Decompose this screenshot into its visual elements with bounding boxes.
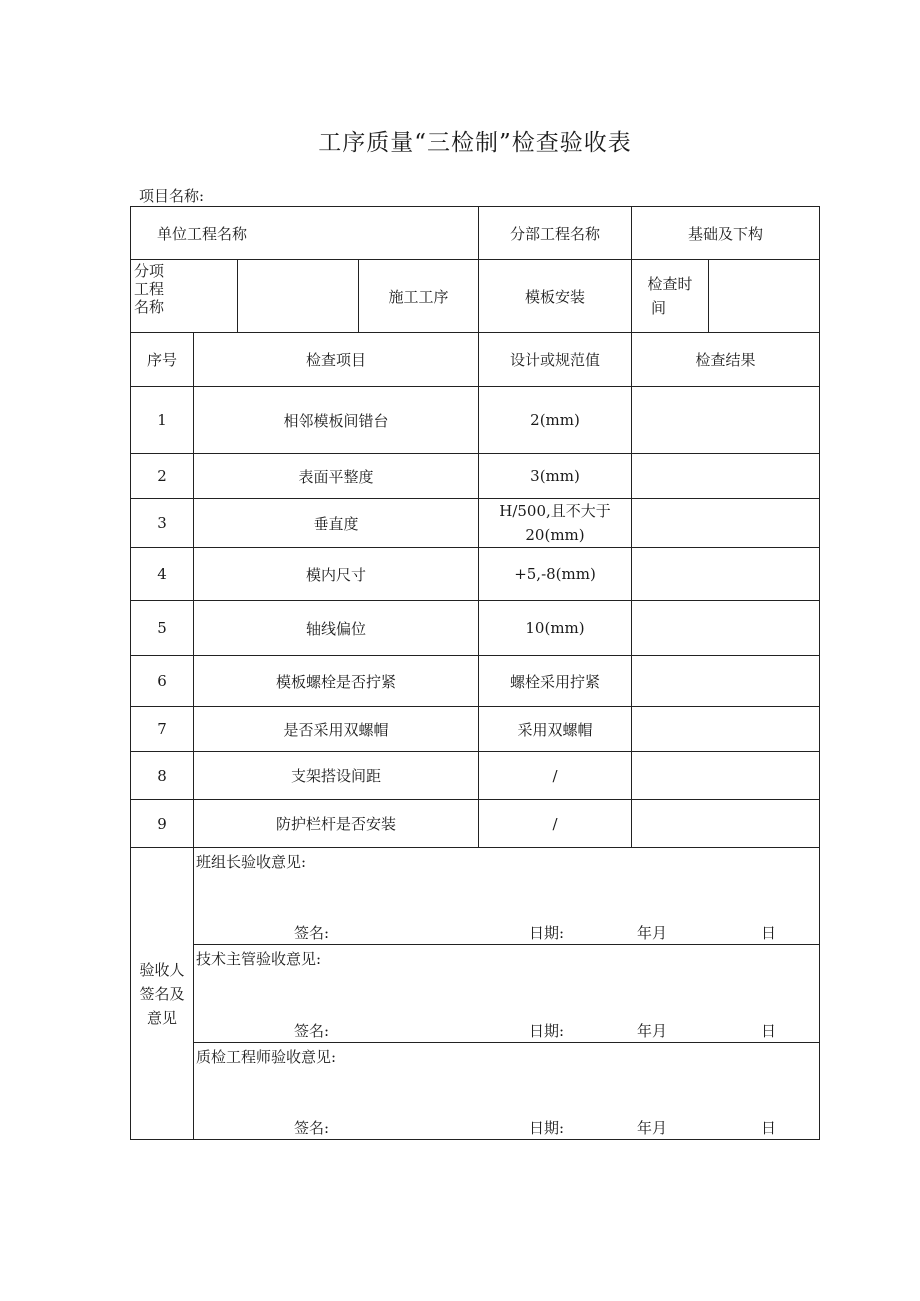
- form-title: 工序质量“三检制”检查验收表: [318, 130, 632, 156]
- column-header-row: [131, 333, 820, 387]
- day-label: 日: [761, 924, 777, 942]
- row-result[interactable]: [632, 800, 820, 848]
- table-row: [131, 387, 820, 454]
- col-item: 检查项目: [194, 333, 479, 387]
- header-row-unit: [131, 207, 820, 260]
- row-standard: /: [479, 752, 632, 800]
- row-standard: 2(mm): [479, 387, 632, 454]
- row-no: 7: [131, 707, 194, 752]
- row-result[interactable]: [632, 387, 820, 454]
- row-no: 3: [131, 499, 194, 548]
- item-project-value[interactable]: [238, 260, 359, 333]
- row-standard: 螺栓采用拧紧: [479, 656, 632, 707]
- table-row: [131, 454, 820, 499]
- inspection-table: [130, 206, 820, 1140]
- row-no: 4: [131, 548, 194, 601]
- signoff-row: [131, 848, 820, 945]
- table-row: [131, 752, 820, 800]
- check-time-value[interactable]: [709, 260, 820, 333]
- row-standard: +5,-8(mm): [479, 548, 632, 601]
- signature-label: 签名:: [294, 924, 330, 942]
- table-row: [131, 548, 820, 601]
- row-item: 轴线偏位: [194, 601, 479, 656]
- tech-supervisor-signoff[interactable]: [194, 945, 820, 1043]
- row-item: 相邻模板间错台: [194, 387, 479, 454]
- signoff-row: [131, 1043, 820, 1140]
- signoff-heading: 技术主管验收意见:: [196, 950, 322, 968]
- row-no: 6: [131, 656, 194, 707]
- table-row: [131, 499, 820, 548]
- process-value: 模板安装: [479, 260, 632, 333]
- row-no: 8: [131, 752, 194, 800]
- col-result: 检查结果: [632, 333, 820, 387]
- row-item: 垂直度: [194, 499, 479, 548]
- day-label: 日: [761, 1022, 777, 1040]
- item-project-label: 分项 工程 名称: [131, 260, 238, 333]
- qc-engineer-signoff[interactable]: [194, 1043, 820, 1140]
- row-item: 模板螺栓是否拧紧: [194, 656, 479, 707]
- row-result[interactable]: [632, 656, 820, 707]
- date-label: 日期:: [529, 924, 565, 942]
- row-standard: 3(mm): [479, 454, 632, 499]
- table-row: [131, 800, 820, 848]
- signature-label: 签名:: [294, 1022, 330, 1040]
- row-result[interactable]: [632, 548, 820, 601]
- date-label: 日期:: [529, 1119, 565, 1137]
- row-item: 支架搭设间距: [194, 752, 479, 800]
- row-standard: 采用双螺帽: [479, 707, 632, 752]
- sub-project-label: 分部工程名称: [479, 207, 632, 260]
- row-standard: H/500,且不大于 20(mm): [479, 499, 632, 548]
- row-no: 5: [131, 601, 194, 656]
- signoff-heading: 班组长验收意见:: [196, 853, 307, 871]
- table-row: [131, 707, 820, 752]
- row-result[interactable]: [632, 454, 820, 499]
- row-result[interactable]: [632, 707, 820, 752]
- date-label: 日期:: [529, 1022, 565, 1040]
- row-result[interactable]: [632, 601, 820, 656]
- row-item: 是否采用双螺帽: [194, 707, 479, 752]
- sub-project-value: 基础及下构: [632, 207, 820, 260]
- row-item: 模内尺寸: [194, 548, 479, 601]
- foreman-signoff[interactable]: [194, 848, 820, 945]
- check-time-label: 检查时 间: [632, 260, 709, 333]
- signoff-heading: 质检工程师验收意见:: [196, 1048, 337, 1066]
- signoff-row: [131, 945, 820, 1043]
- row-no: 1: [131, 387, 194, 454]
- table-row: [131, 601, 820, 656]
- process-label: 施工工序: [359, 260, 479, 333]
- row-result[interactable]: [632, 499, 820, 548]
- row-standard: 10(mm): [479, 601, 632, 656]
- unit-project-label: 单位工程名称: [131, 207, 479, 260]
- day-label: 日: [761, 1119, 777, 1137]
- row-item: 防护栏杆是否安装: [194, 800, 479, 848]
- signoff-label: 验收人 签名及 意见: [131, 848, 194, 1140]
- year-month-label: 年月: [637, 1022, 668, 1040]
- row-result[interactable]: [632, 752, 820, 800]
- year-month-label: 年月: [637, 1119, 668, 1137]
- row-no: 9: [131, 800, 194, 848]
- row-item: 表面平整度: [194, 454, 479, 499]
- year-month-label: 年月: [637, 924, 668, 942]
- col-no: 序号: [131, 333, 194, 387]
- table-row: [131, 656, 820, 707]
- header-row-item: [131, 260, 820, 333]
- row-no: 2: [131, 454, 194, 499]
- row-standard: /: [479, 800, 632, 848]
- signature-label: 签名:: [294, 1119, 330, 1137]
- project-name-label: 项目名称:: [139, 187, 205, 205]
- col-standard: 设计或规范值: [479, 333, 632, 387]
